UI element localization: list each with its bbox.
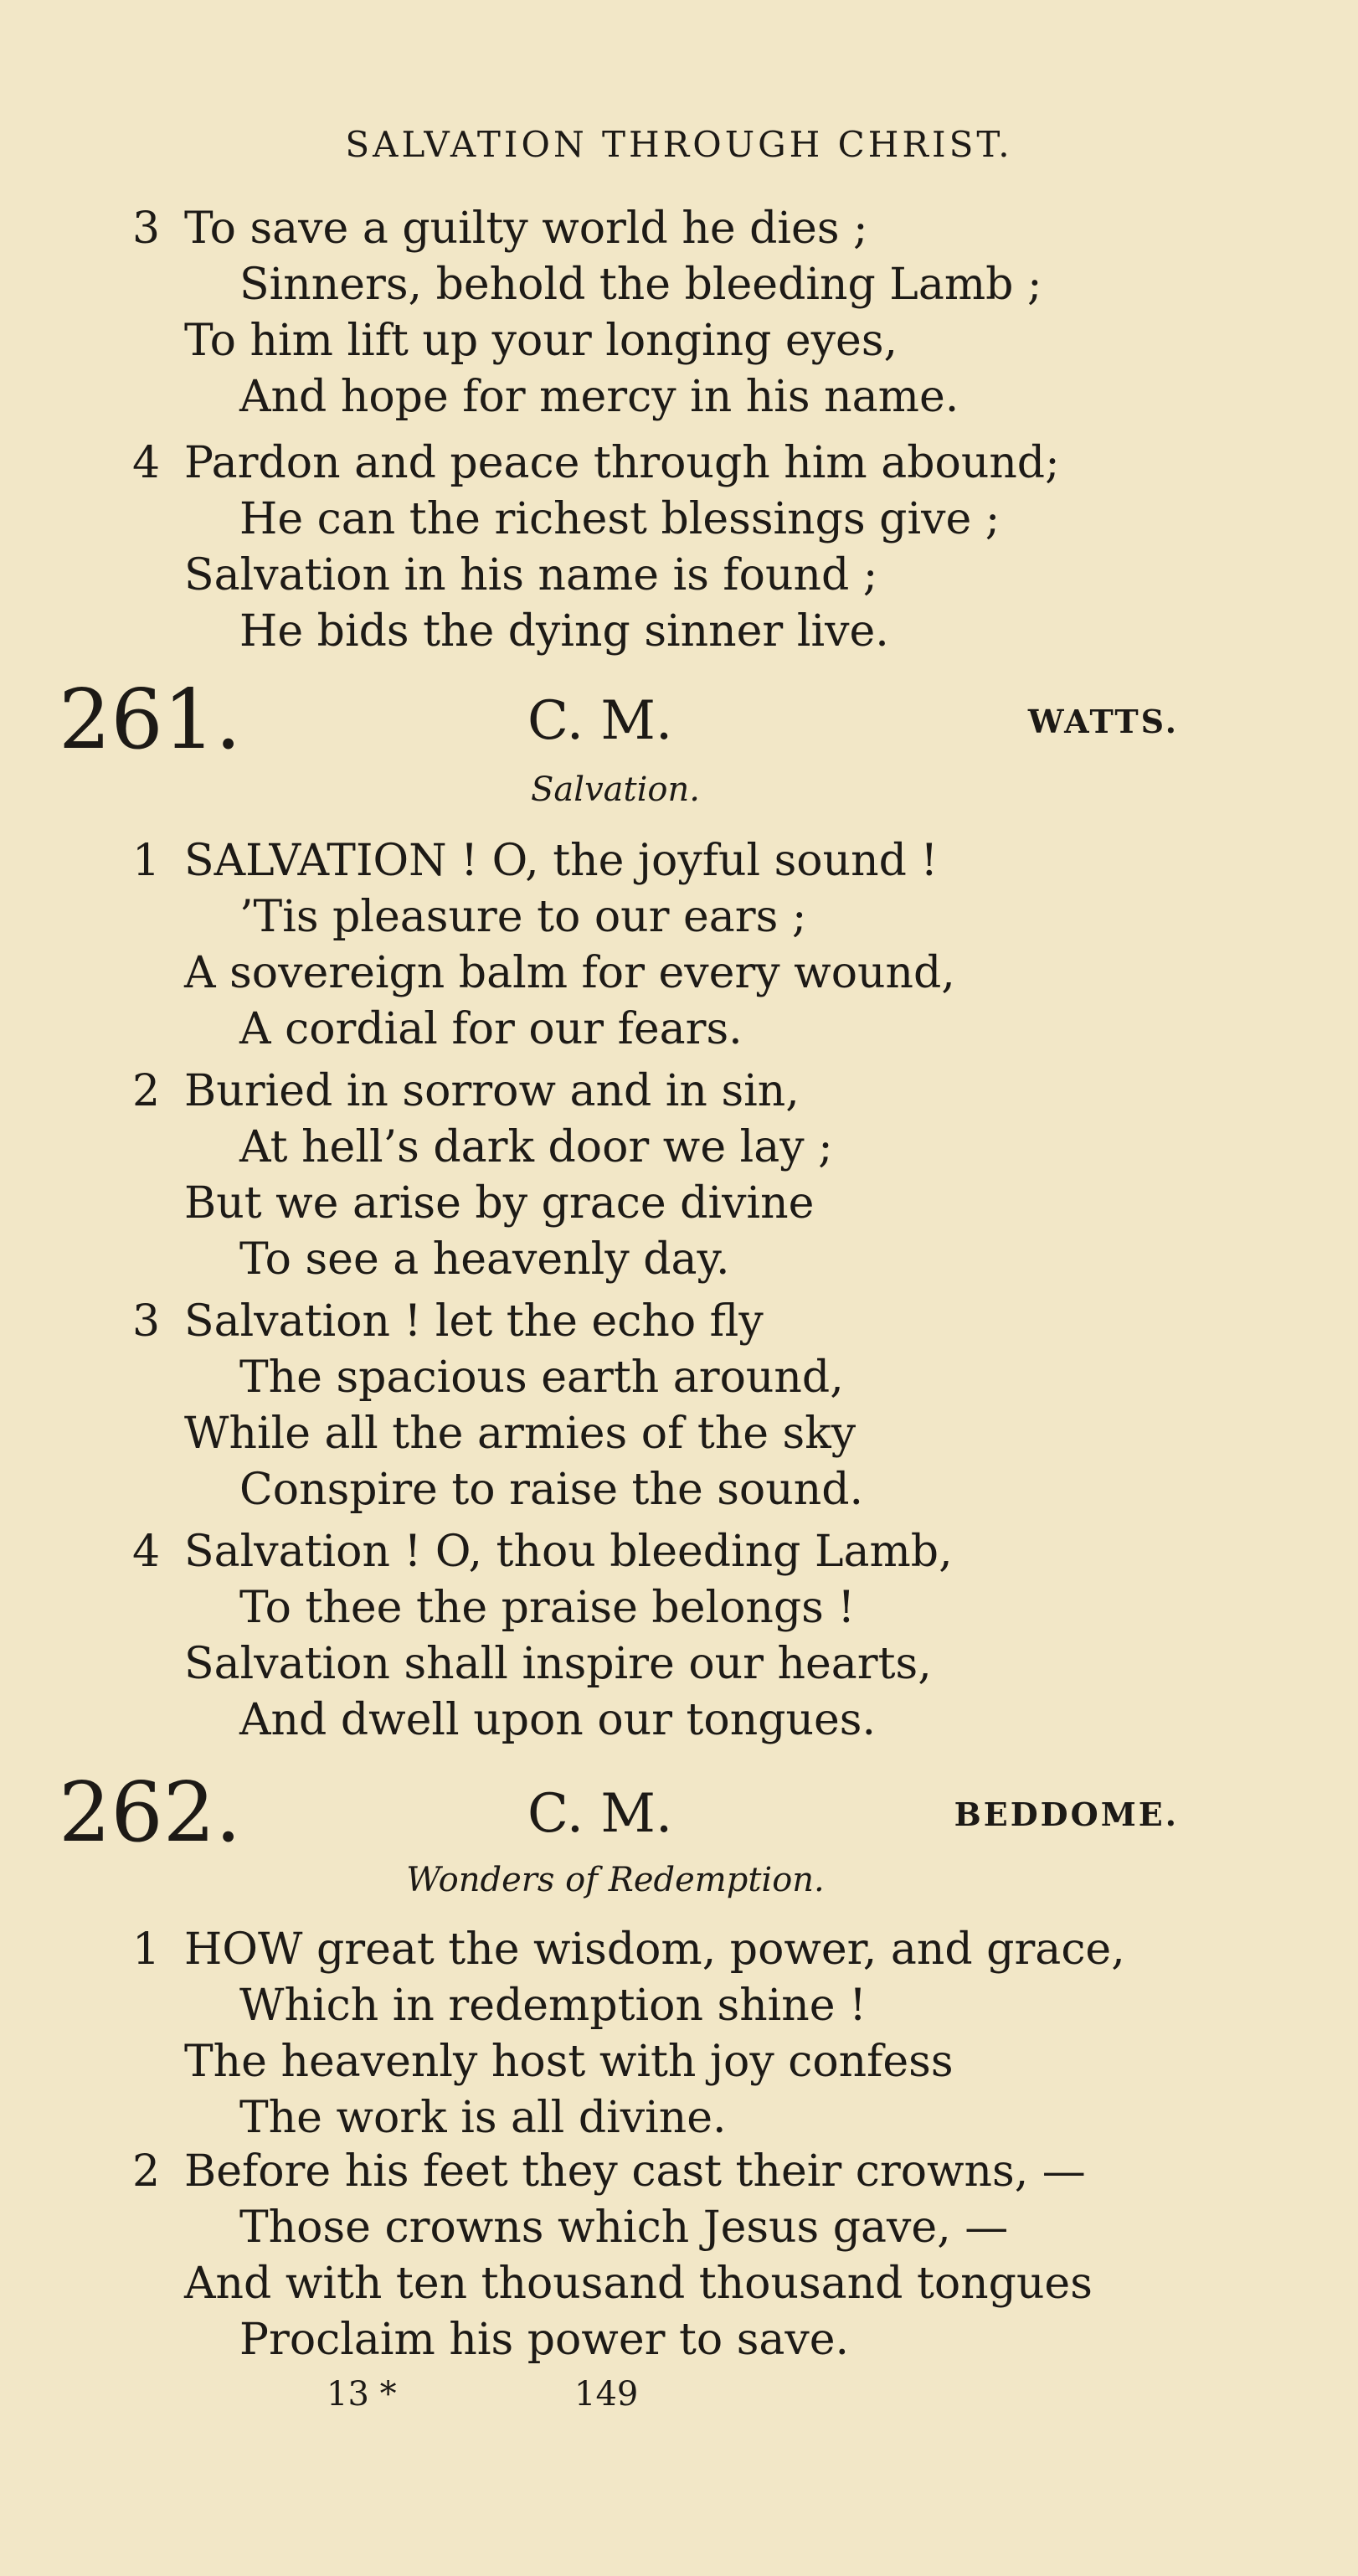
- hymn-subject: Wonders of Redemption.: [406, 1861, 825, 1899]
- verse-line: 1 SALVATION ! O, the joyful sound !: [126, 833, 1164, 889]
- signature-mark: 13 *: [327, 2375, 397, 2414]
- verse-line: 1 HOW great the wisdom, power, and grace,: [126, 1922, 1164, 1978]
- verse-line: The spacious earth around,: [239, 1352, 844, 1403]
- hymn-262-verse-1: [126, 1922, 1164, 2146]
- verse-line: 2 Buried in sorrow and in sin,: [126, 1064, 1164, 1120]
- verse-line: The heavenly host with joy confess: [184, 2037, 954, 2087]
- verse-line: A sovereign balm for every wound,: [184, 948, 955, 998]
- hymn-261-verse-2: [126, 1064, 1164, 1288]
- verse-line: To thee the praise belongs !: [239, 1583, 856, 1633]
- hymn-meter: C. M.: [527, 1783, 673, 1845]
- verse-number: 1: [132, 836, 161, 886]
- verse-line: He can the richest blessings give ;: [239, 494, 1000, 544]
- verse-line: A cordial for our fears.: [239, 1004, 743, 1054]
- verse-number: 4: [132, 438, 161, 488]
- verse-line: And dwell upon our tongues.: [239, 1695, 876, 1745]
- verse-line: And hope for mercy in his name.: [239, 372, 959, 422]
- hymn-author: BEDDOME.: [954, 1795, 1179, 1833]
- hymn-number: 262.: [59, 1765, 242, 1861]
- verse-line: But we arise by grace divine: [184, 1178, 815, 1229]
- verse-number: 2: [132, 2146, 161, 2197]
- hymn-262-verse-2: [126, 2144, 1164, 2368]
- page-number: 149: [574, 2375, 639, 2414]
- verse-line: Salvation shall inspire our hearts,: [184, 1639, 932, 1689]
- verse-line: 4 Salvation ! O, thou bleeding Lamb,: [126, 1524, 1164, 1580]
- hymn-262-heading: [59, 1765, 1179, 1868]
- verse-continued-3: [126, 201, 1164, 425]
- verse-line: He bids the dying sinner live.: [239, 606, 889, 657]
- verse-line: At hell’s dark door we lay ;: [239, 1122, 833, 1172]
- verse-line: The work is all divine.: [239, 2093, 727, 2143]
- verse-line: While all the armies of the sky: [184, 1409, 856, 1459]
- verse-number: 2: [132, 1066, 161, 1116]
- verse-number: 3: [132, 204, 161, 254]
- verse-line: To see a heavenly day.: [239, 1234, 730, 1285]
- verse-line: 2 Before his feet they cast their crowns, —: [126, 2144, 1164, 2200]
- hymn-number: 261.: [59, 672, 242, 768]
- hymn-261-verse-3: [126, 1294, 1164, 1518]
- verse-continued-4: [126, 435, 1164, 660]
- verse-number: 3: [132, 1296, 161, 1347]
- hymn-subject: Salvation.: [531, 770, 700, 809]
- verse-line: To him lift up your longing eyes,: [184, 316, 898, 366]
- verse-line: And with ten thousand thousand tongues: [184, 2259, 1093, 2309]
- hymn-meter: C. M.: [527, 690, 673, 752]
- verse-line: Conspire to raise the sound.: [239, 1465, 864, 1515]
- verse-line: 4 Pardon and peace through him abound;: [126, 435, 1164, 492]
- running-head: SALVATION THROUGH CHRIST.: [345, 124, 1013, 165]
- verse-line: Proclaim his power to save.: [239, 2315, 850, 2365]
- verse-line: Sinners, behold the bleeding Lamb ;: [239, 260, 1042, 310]
- verse-number: 4: [132, 1527, 161, 1577]
- hymn-261-verse-4: [126, 1524, 1164, 1749]
- verse-line: Those crowns which Jesus gave, —: [239, 2202, 1009, 2253]
- verse-line: 3 To save a guilty world he dies ;: [126, 201, 1164, 257]
- verse-line: ’Tis pleasure to our ears ;: [239, 892, 807, 942]
- hymn-261-verse-1: [126, 833, 1164, 1058]
- verse-line: Which in redemption shine !: [239, 1981, 867, 2031]
- verse-number: 1: [132, 1924, 161, 1975]
- hymn-author: WATTS.: [1027, 703, 1179, 740]
- verse-line: 3 Salvation ! let the echo fly: [126, 1294, 1164, 1350]
- hymn-261-heading: [59, 672, 1179, 775]
- verse-line: Salvation in his name is found ;: [184, 550, 878, 600]
